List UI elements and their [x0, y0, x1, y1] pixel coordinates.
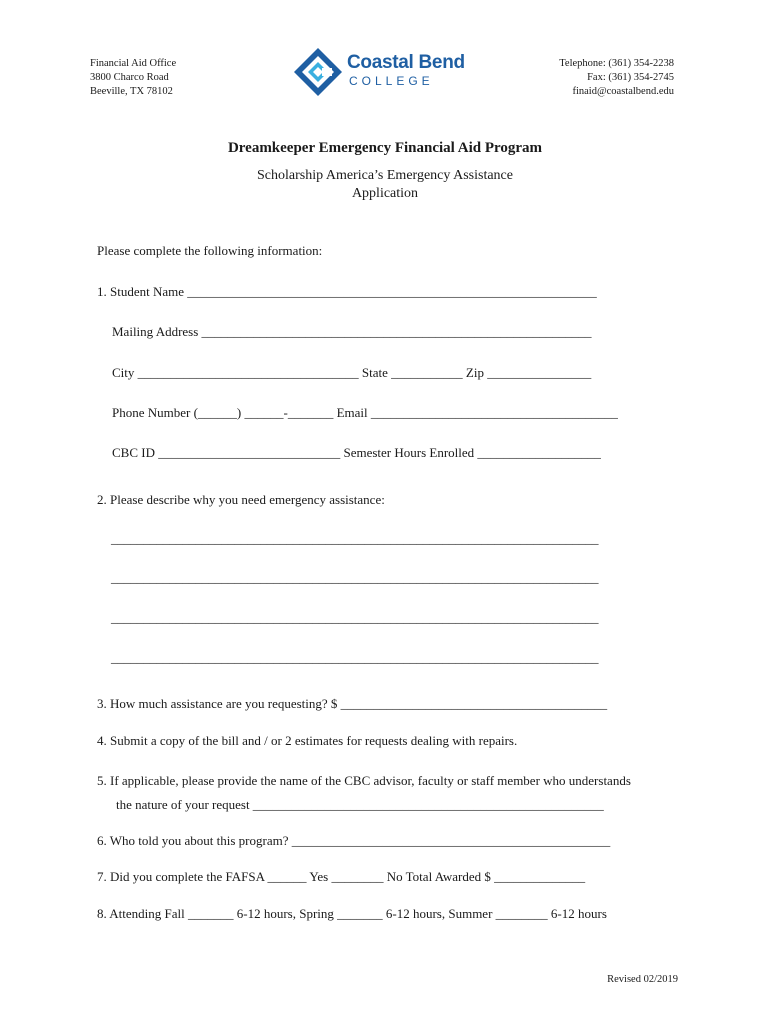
- q2-answer-line[interactable]: ___________________________________________________________________________: [111, 650, 599, 665]
- q5-advisor-field[interactable]: the nature of your request ______________________________________________________: [116, 797, 604, 812]
- mailing-address-field[interactable]: Mailing Address ____________________________________________________________: [112, 324, 592, 339]
- office-name: Financial Aid Office: [90, 58, 177, 69]
- q2-answer-line[interactable]: ___________________________________________________________________________: [111, 570, 599, 585]
- document-subtitle: Scholarship America’s Emergency Assistance: [257, 168, 513, 183]
- telephone: Telephone: (361) 354-2238: [559, 58, 674, 69]
- office-city: Beeville, TX 78102: [90, 86, 173, 97]
- document-title: Dreamkeeper Emergency Financial Aid Program: [227, 140, 543, 156]
- diamond-logo-icon: [292, 46, 344, 98]
- q2-answer-line[interactable]: ___________________________________________________________________________: [111, 610, 599, 625]
- contact-info: [559, 57, 674, 99]
- brand-name: Coastal Bend: [347, 52, 465, 73]
- revision-date: Revised 02/2019: [607, 974, 678, 985]
- brand-sub: COLLEGE: [349, 74, 434, 88]
- student-name-field[interactable]: 1. Student Name _______________________________________________________________: [97, 284, 597, 299]
- phone-email-field[interactable]: Phone Number (______) ______-_______ Email ______________________________________: [112, 405, 618, 420]
- office-street: 3800 Charco Road: [90, 72, 169, 83]
- email-address: finaid@coastalbend.edu: [572, 86, 674, 97]
- q4-instructions: 4. Submit a copy of the bill and / or 2 estimates for requests dealing with repairs.: [97, 733, 518, 748]
- q2-question: 2. Please describe why you need emergency assistance:: [97, 492, 385, 507]
- document-subtitle-2: Application: [351, 186, 419, 201]
- q6-referral-field[interactable]: 6. Who told you about this program? _________________________________________________: [97, 833, 611, 848]
- q8-attending-field[interactable]: 8. Attending Fall _______ 6-12 hours, Spring _______ 6-12 hours, Summer ________ 6-12 hours: [97, 906, 607, 921]
- q2-answer-line[interactable]: ___________________________________________________________________________: [111, 531, 599, 546]
- q5-question: 5. If applicable, please provide the name of the CBC advisor, faculty or staff member who understands: [97, 773, 631, 788]
- office-address: [90, 57, 176, 99]
- city-state-zip-field[interactable]: City __________________________________ State ___________ Zip ________________: [112, 365, 592, 380]
- intro-text: Please complete the following information:: [97, 243, 323, 258]
- cbc-id-hours-field[interactable]: CBC ID ____________________________ Semester Hours Enrolled ___________________: [112, 445, 601, 460]
- q3-assistance-amount-field[interactable]: 3. How much assistance are you requesting? $ _________________________________________: [97, 696, 608, 711]
- college-logo: [292, 46, 470, 98]
- q7-fafsa-field[interactable]: 7. Did you complete the FAFSA ______ Yes ________ No Total Awarded $ ______________: [97, 869, 586, 884]
- fax: Fax: (361) 354-2745: [587, 72, 674, 83]
